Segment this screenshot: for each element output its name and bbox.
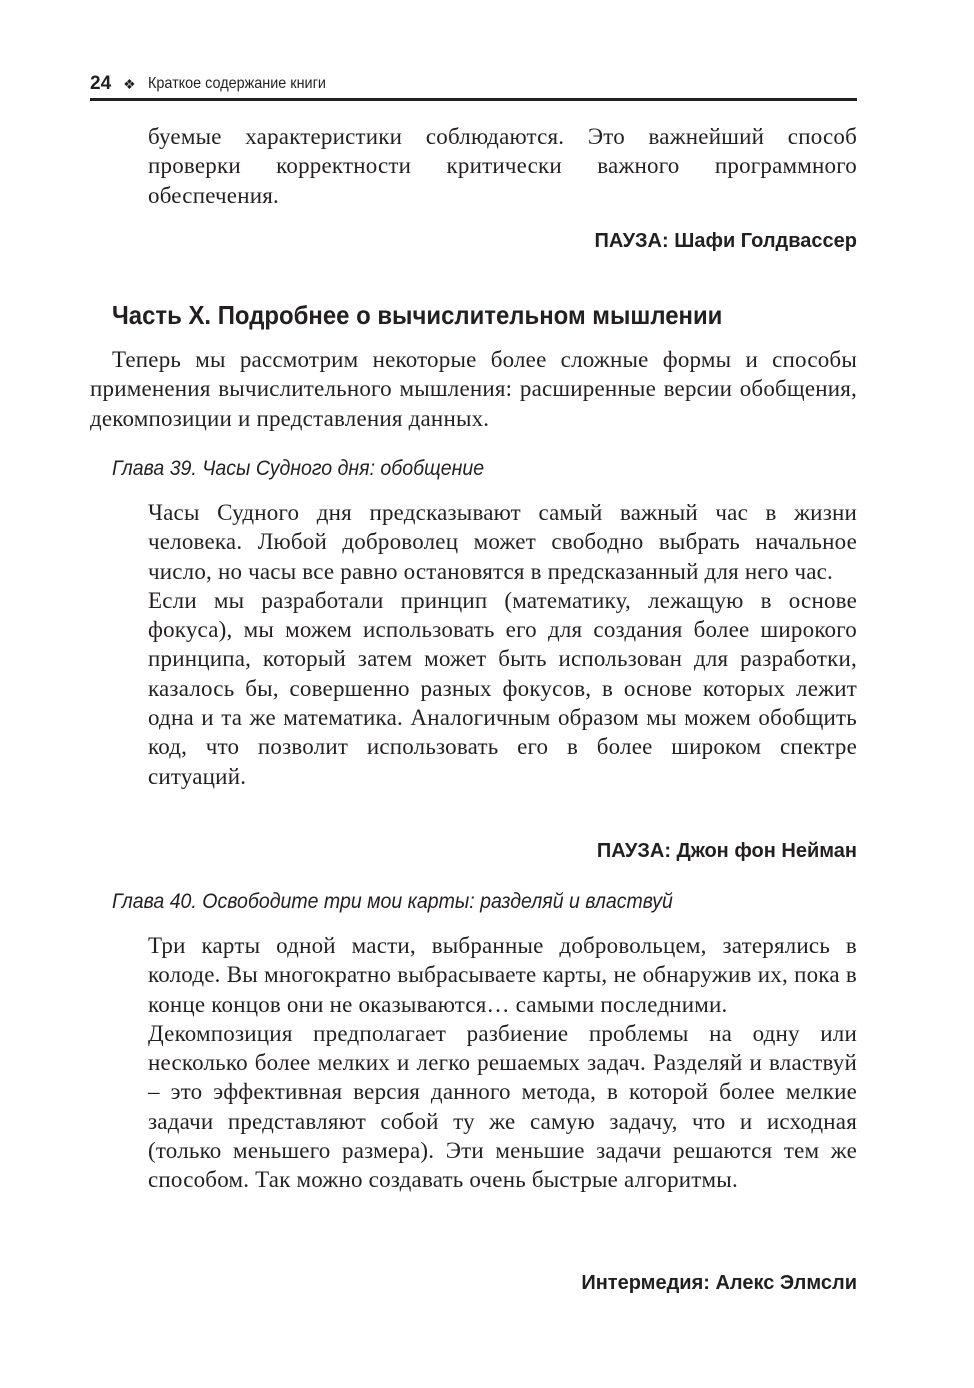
chapter-40-title: Глава 40. Освободите три мои карты: разделяй и властвуй [112, 890, 673, 913]
diamond-ornament-icon: ❖ [123, 75, 136, 92]
pause-attribution-1: ПАУЗА: Шафи Голдвассер [594, 230, 857, 252]
pause-attribution-2: ПАУЗА: Джон фон Нейман [596, 840, 857, 862]
chapter-39-paragraph-2: Если мы разработали принцип (математику, лежащую в основе фокуса), мы можем использовать его для создания более широкого принципа, который затем может быть использован для разработки, казалось бы, совершенно разных фокусов, в основе которых лежит одна и та же математика. Аналогичным образом мы можем обобщить код, что позволит использовать его в более широком спектре ситуаций. [148, 587, 857, 789]
running-title: Краткое содержание книги [147, 75, 326, 92]
part-intro: Теперь мы рассмотрим некоторые более сложные формы и способы применения вычислительного мышления: расширенные версии обобщения, декомпозиции и представления данных. [90, 347, 857, 431]
chapter-39-title: Глава 39. Часы Судного дня: обобщение [112, 457, 485, 480]
chapter-39-paragraph-1: Часы Судного дня предсказывают самый важный час в жизни человека. Любой доброволец может свободно выбрать начальное число, но часы все равно остановятся в предсказанный для него час. [148, 500, 857, 584]
interlude-attribution: Интермедия: Алекс Элмсли [581, 1272, 857, 1294]
part-title: Часть X. Подробнее о вычислительном мышлении [112, 300, 723, 330]
chapter-40-paragraph-2: Декомпозиция предполагает разбиение проблемы на одну или несколько более мелких и легко решаемых задач. Разделяй и властвуй – это эффективная версия данного метода, в которой более мелкие задачи представляют собой ту же самую задачу, что и исходная (только меньшего размера). Эти меньшие задачи решаются тем же способом. Так можно создавать очень быстрые алгоритмы. [148, 1020, 857, 1193]
page-number: 24 [90, 73, 112, 94]
chapter-40-paragraph-1: Три карты одной масти, выбранные добровольцем, затерялись в колоде. Вы многократно выбрасываете карты, не обнаружив их, пока в конце концов они не оказываются… самыми последними. [148, 933, 857, 1017]
chapter-40-summary [148, 931, 857, 1195]
continued-paragraph: буемые характеристики соблюдаются. Это важнейший способ проверки корректности критически важного программного обеспечения. [148, 124, 857, 208]
running-header [90, 70, 857, 101]
chapter-39-summary [148, 498, 857, 791]
